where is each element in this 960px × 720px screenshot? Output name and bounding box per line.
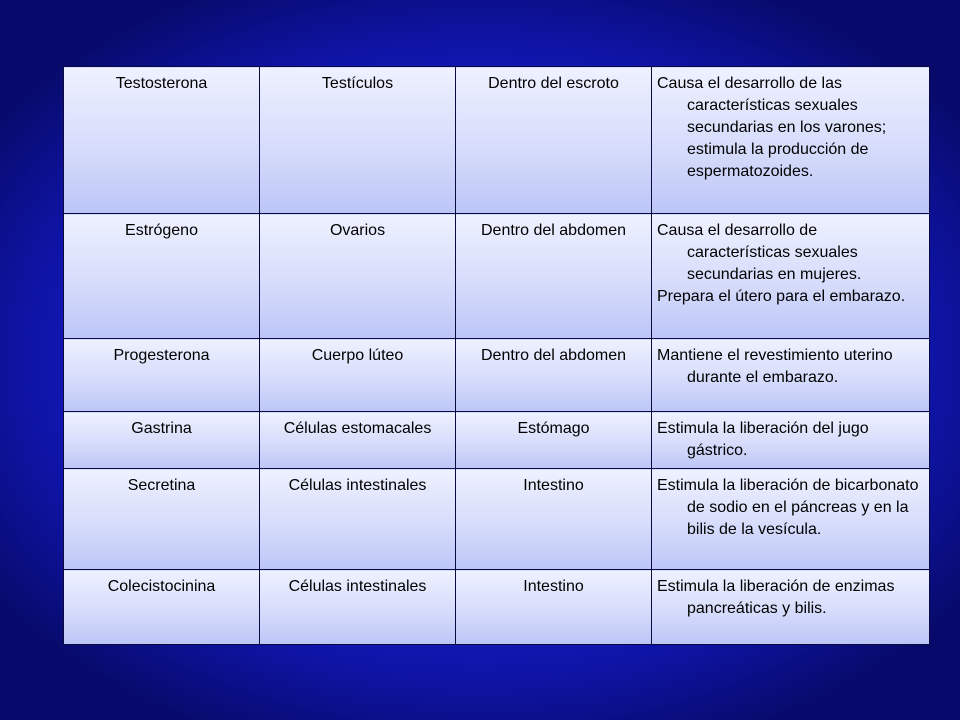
table-row [64, 469, 930, 570]
gland-cell: Células estomacales [260, 412, 456, 469]
function-cell [652, 67, 930, 214]
function-paragraph: Mantiene el revestimiento uterino durante el embarazo. [657, 347, 893, 386]
table-row [64, 570, 930, 645]
table-row [64, 412, 930, 469]
function-paragraph: Causa el desarrollo de las características sexuales secundarias en los varones; estimula la producción de espermatozoides. [657, 75, 887, 180]
gland-cell: Células intestinales [260, 469, 456, 570]
hormone-table [63, 66, 930, 645]
function-paragraph: Estimula la liberación de enzimas pancreáticas y bilis. [657, 578, 895, 617]
hormone-cell: Testosterona [64, 67, 260, 214]
hormone-cell: Progesterona [64, 339, 260, 412]
table-row [64, 339, 930, 412]
function-cell [652, 570, 930, 645]
location-cell: Intestino [456, 570, 652, 645]
function-paragraph: Causa el desarrollo de características sexuales secundarias en mujeres. [657, 222, 862, 283]
function-cell [652, 412, 930, 469]
gland-cell: Cuerpo lúteo [260, 339, 456, 412]
table-row [64, 67, 930, 214]
function-paragraph: Estimula la liberación de bicarbonato de sodio en el páncreas y en la bilis de la vesícula. [657, 477, 919, 538]
gland-cell: Testículos [260, 67, 456, 214]
table-row [64, 214, 930, 339]
hormone-cell: Secretina [64, 469, 260, 570]
location-cell: Dentro del abdomen [456, 339, 652, 412]
function-cell [652, 214, 930, 339]
gland-cell: Ovarios [260, 214, 456, 339]
hormone-cell: Gastrina [64, 412, 260, 469]
location-cell: Dentro del escroto [456, 67, 652, 214]
function-paragraph: Prepara el útero para el embarazo. [657, 288, 906, 305]
function-cell [652, 469, 930, 570]
function-paragraph: Estimula la liberación del jugo gástrico. [657, 420, 869, 459]
hormone-cell: Estrógeno [64, 214, 260, 339]
location-cell: Dentro del abdomen [456, 214, 652, 339]
location-cell: Estómago [456, 412, 652, 469]
gland-cell: Células intestinales [260, 570, 456, 645]
hormone-cell: Colecistocinina [64, 570, 260, 645]
location-cell: Intestino [456, 469, 652, 570]
function-cell [652, 339, 930, 412]
